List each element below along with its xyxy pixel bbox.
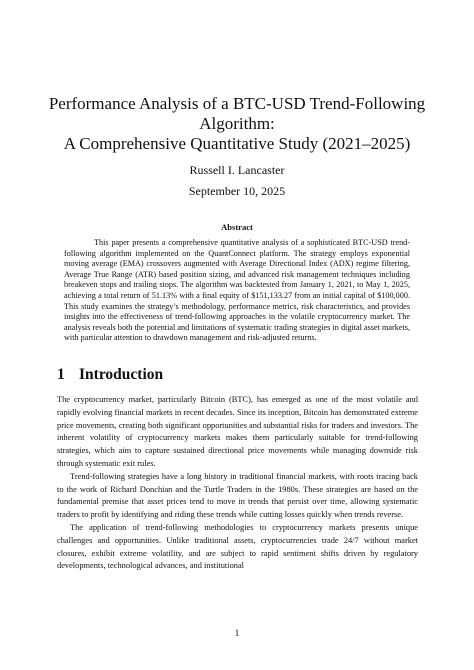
body-paragraph-2: Trend-following strategies have a long history in traditional financial markets, with roots tracing back to the work of Richard Donchian and the Turtle Traders in the 1980s. These strategies are based on the fundamental premise that asset prices tend to move in trends that persist over time, allowing systematic traders to profit by identifying and riding these trends while cutting losses quickly when trends reverse. <box>57 471 418 520</box>
section-number: 1 <box>57 366 65 383</box>
section-title: Introduction <box>79 366 164 383</box>
publication-date: September 10, 2025 <box>188 184 286 198</box>
body-paragraph-3: The application of trend-following methodologies to cryptocurrency markets presents unique challenges and opportunities. Unlike traditional assets, cryptocurrencies trade 24/7 without market closures, exhibit extreme volatility, and are subject to rapid sentiment shifts driven by regulatory developments, technological advances, and institutional <box>57 522 418 571</box>
page-number: 1 <box>234 628 240 638</box>
title-line-2: Algorithm: <box>199 114 275 133</box>
paper-title <box>30 94 444 154</box>
title-line-3: A Comprehensive Quantitative Study (2021–2025) <box>63 134 411 153</box>
author-name: Russell I. Lancaster <box>189 163 285 177</box>
section-body <box>57 394 418 573</box>
section-heading <box>57 366 163 384</box>
abstract-text: This paper presents a comprehensive quantitative analysis of a sophisticated BTC-USD trend-following algorithm implemented on the QuantConnect platform. The strategy employs exponential moving average (EMA) crossovers augmented with Average Directional Index (ADX) regime filtering, Average True Range (ATR) based position sizing, and advanced risk management techniques including breakeven stops and trailing stops. The algorithm was backtested from January 1, 2021, to May 1, 2025, achieving a total return of 51.13% with a final equity of $151,133.27 from an initial capital of $100,000. This study examines the strategy’s methodology, performance metrics, risk characteristics, and provides insights into the effectiveness of trend-following approaches in the volatile cryptocurrency market. The analysis reveals both the potential and limitations of systematic trading strategies in digital asset markets, with particular attention to drawdown management and risk-adjusted returns. <box>64 238 410 343</box>
title-line-1: Performance Analysis of a BTC-USD Trend-Following <box>48 94 426 113</box>
body-paragraph-1: The cryptocurrency market, particularly Bitcoin (BTC), has emerged as one of the most volatile and rapidly evolving financial markets in recent decades. Since its inception, Bitcoin has demonstrated extreme price movements, creating both significant opportunities and substantial risks for traders and investors. The inherent volatility of cryptocurrency markets makes them particularly suitable for trend-following strategies, which aim to capture sustained directional price movements while managing downside risk through systematic exit rules. <box>57 395 418 468</box>
abstract-heading: Abstract <box>221 222 253 232</box>
